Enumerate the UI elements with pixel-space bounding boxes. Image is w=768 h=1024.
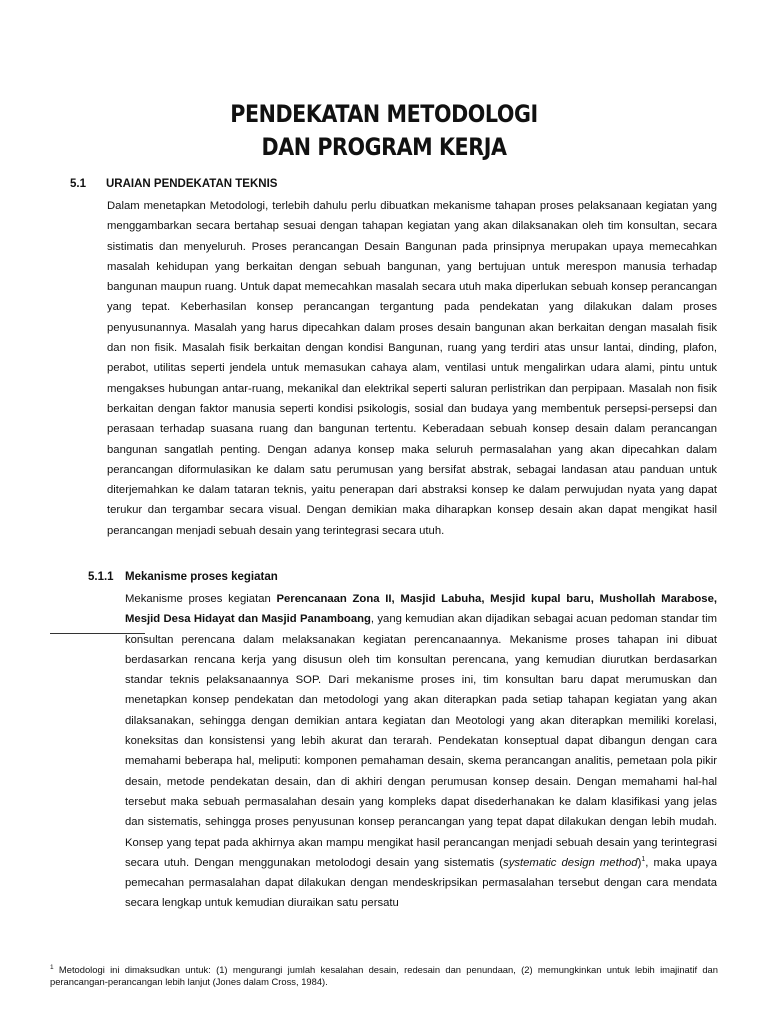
subsection-paragraph: Mekanisme proses kegiatan Perencanaan Zona II, Masjid Labuha, Mesjid kupal baru, Mushollah Marabose, Mesjid Desa Hidayat dan Masjid Panamboang, yang kemudian akan dijadikan sebagai acuan pedoman standar tim konsultan perencana dalam melaksanakan kegiatan perencanaannya. Mekanisme proses tahapan ini dibuat berdasarkan rencana kerja yang disusun oleh tim konsultan perencana, yang kemudian diurutkan berdasarkan standar teknis pelaksanaannya SOP. Dari mekanisme proses ini, tim konsultan baru dapat merumuskan dan menetapkan konsep pendekatan dan metodologi yang akan diterapkan pada setiap tahapan kegiatan yang akan dilaksanakan, sehingga dengan demikian antara kegiatan dan Meotologi yang akan diterapkan memiliki korelasi, koneksitas dan konsistensi yang lebih akurat dan terarah. Pendekatan konseptual dapat dibangun dengan cara memahami beberapa hal, meliputi: komponen pemahaman desain, skema perancangan analitis, pemetaan pola pikir desain, metode pendekatan desain, dan di akhiri dengan perumusan konsep desain. Dengan memahami hal-hal tersebut maka sebuah permasalahan desain yang kompleks dapat disederhanakan ke dalam klasifikasi yang jelas dan sistematis, sehingga proses penyusunan konsep perancangan yang tepat dapat dilakukan dengan lebih mudah. Konsep yang tepat pada akhirnya akan mampu mengikat hasil perancangan menjadi sebuah desain yang terintegrasi secara utuh. Dengan menggunakan metolodogi desain yang sistematis (systematic design method)$^1$, maka upaya pemecahan permasalahan dapat dilakukan dengan mendeskripsikan permasalahan tersebut dengan cara mendata secara lengkap untuk kemudian diuraikan satu persatu — [125, 593, 717, 910]
document-title-line-2: DAN PROGRAM KERJA — [261, 133, 507, 161]
footnote-text: Metodologi ini dimaksudkan untuk: (1) mengurangi jumlah kesalahan desain, redesain dan penundaan, (2) memungkinkan untuk lebih imajinatif dan perancangan-perancangan lebih lanjut (Jones dalam Cross, 1984). — [50, 964, 718, 988]
subsection-body: , yang kemudian akan dijadikan sebagai acuan pedoman standar tim konsultan perencana dalam melaksanakan kegiatan perencanaannya. Mekanisme proses tahapan ini dibuat berdasarkan rencana kerja yang disusun oleh tim konsultan perencana, yang kemudian diurutkan berdasarkan standar teknis pelaksanaannya SOP. Dari mekanisme proses ini, tim konsultan baru dapat merumuskan dan menetapkan konsep pendekatan dan metodologi yang akan diterapkan pada setiap tahapan kegiatan yang akan dilaksanakan, sehingga dengan demikian antara kegiatan dan Meotologi yang akan diterapkan memiliki korelasi, koneksitas dan konsistensi yang lebih akurat dan terarah. Pendekatan konseptual dapat dibangun dengan cara memahami beberapa hal, meliputi: komponen pemahaman desain, skema perancangan analitis, pemetaan pola pikir desain, metode pendekatan desain, dan di akhiri dengan perumusan konsep desain. Dengan memahami hal-hal tersebut maka sebuah permasalahan desain yang kompleks dapat disederhanakan ke dalam klasifikasi yang jelas dan sistematis, sehingga proses penyusunan konsep perancangan yang tepat dapat dilakukan dengan lebih mudah. Konsep yang tepat pada akhirnya akan mampu mengikat hasil perancangan menjadi sebuah desain yang terintegrasi secara utuh. Dengan menggunakan metolodogi desain yang sistematis ( — [125, 613, 717, 869]
section-number: 5.1 — [70, 178, 86, 190]
footnote-marker: 1 — [50, 964, 54, 971]
section-title: URAIAN PENDEKATAN TEKNIS — [106, 178, 278, 190]
subsection-number: 5.1.1 — [88, 571, 114, 583]
footnote-reference[interactable]: 1 — [641, 856, 646, 864]
subsection-title: Mekanisme proses kegiatan — [125, 571, 278, 583]
subsection-intro: Mekanisme proses kegiatan — [125, 593, 277, 605]
subsection-body-end: , maka upaya pemecahan permasalahan dapat dilakukan dengan mendeskripsikan permasalahan tersebut dengan cara mendata secara lengkap untuk kemudian diuraikan satu persatu — [125, 856, 717, 910]
document-title-line-1: PENDEKATAN METODOLOGI — [230, 100, 538, 128]
section-paragraph: Dalam menetapkan Metodologi, terlebih dahulu perlu dibuatkan mekanisme tahapan proses pelaksanaan kegiatan yang menggambarkan secara bertahap sesuai dengan tahapan kegiatan yang akan dilaksanakan oleh tim konsultan, secara sistimatis dan menyeluruh. Proses perancangan Desain Bangunan pada prinsipnya merupakan upaya memecahkan masalah kehidupan yang berkaitan dengan sebuah bangunan, yang bertujuan untuk merespon manusia terhadap bangunan maupun ruang. Untuk dapat memecahkan masalah secara utuh maka diperlukan sebuah konsep perancangan yang tepat. Keberhasilan konsep perancangan tergantung pada pendekatan yang dilakukan dalam proses penyusunannya. Masalah yang harus dipecahkan dalam proses desain bangunan akan berkaitan dengan masalah fisik dan non fisik. Masalah fisik berkaitan dengan kondisi Bangunan, ruang yang terdiri atas unsur lantai, dinding, plafon, perabot, utilitas seperti jendela untuk memasukan cahaya alam, ventilasi untuk mengalirkan udara alami, pintu untuk mengakses hubungan antar-ruang, mekanikal dan elektrikal seperti saluran perlistrikan dan perpipaan. Masalah non fisik berkaitan dengan faktor manusia seperti kondisi psikologis, sosial dan budaya yang membentuk persepsi-persepsi dan perasaan terhadap suasana ruang dan bangunan tertentu. Keberadaan sebuah konsep desain dalam perancangan bangunan sangatlah penting. Dengan adanya konsep maka seluruh permasalahan yang akan dipecahkan dalam perancangan diformulasikan ke dalam satu perumusan yang bersifat abstrak, sebagai landasan atau panduan untuk diterjemahkan ke dalam tataran teknis, yaitu penerapan dari abstraksi konsep ke dalam perwujudan nyata yang dapat terukur dan tergambar secara visual. Dengan demikian maka diharapkan konsep desain akan dapat mengikat hasil perancangan menjadi sebuah desain yang terintegrasi secara utuh. — [107, 200, 717, 537]
footnote-separator — [50, 633, 145, 634]
footnote — [50, 962, 718, 988]
italic-term: systematic design method — [503, 856, 638, 869]
project-names: Perencanaan Zona II, Masjid Labuha, Mesjid kupal baru, Mushollah Marabose, Mesjid Desa Hidayat dan Masjid Panamboang — [125, 593, 717, 626]
